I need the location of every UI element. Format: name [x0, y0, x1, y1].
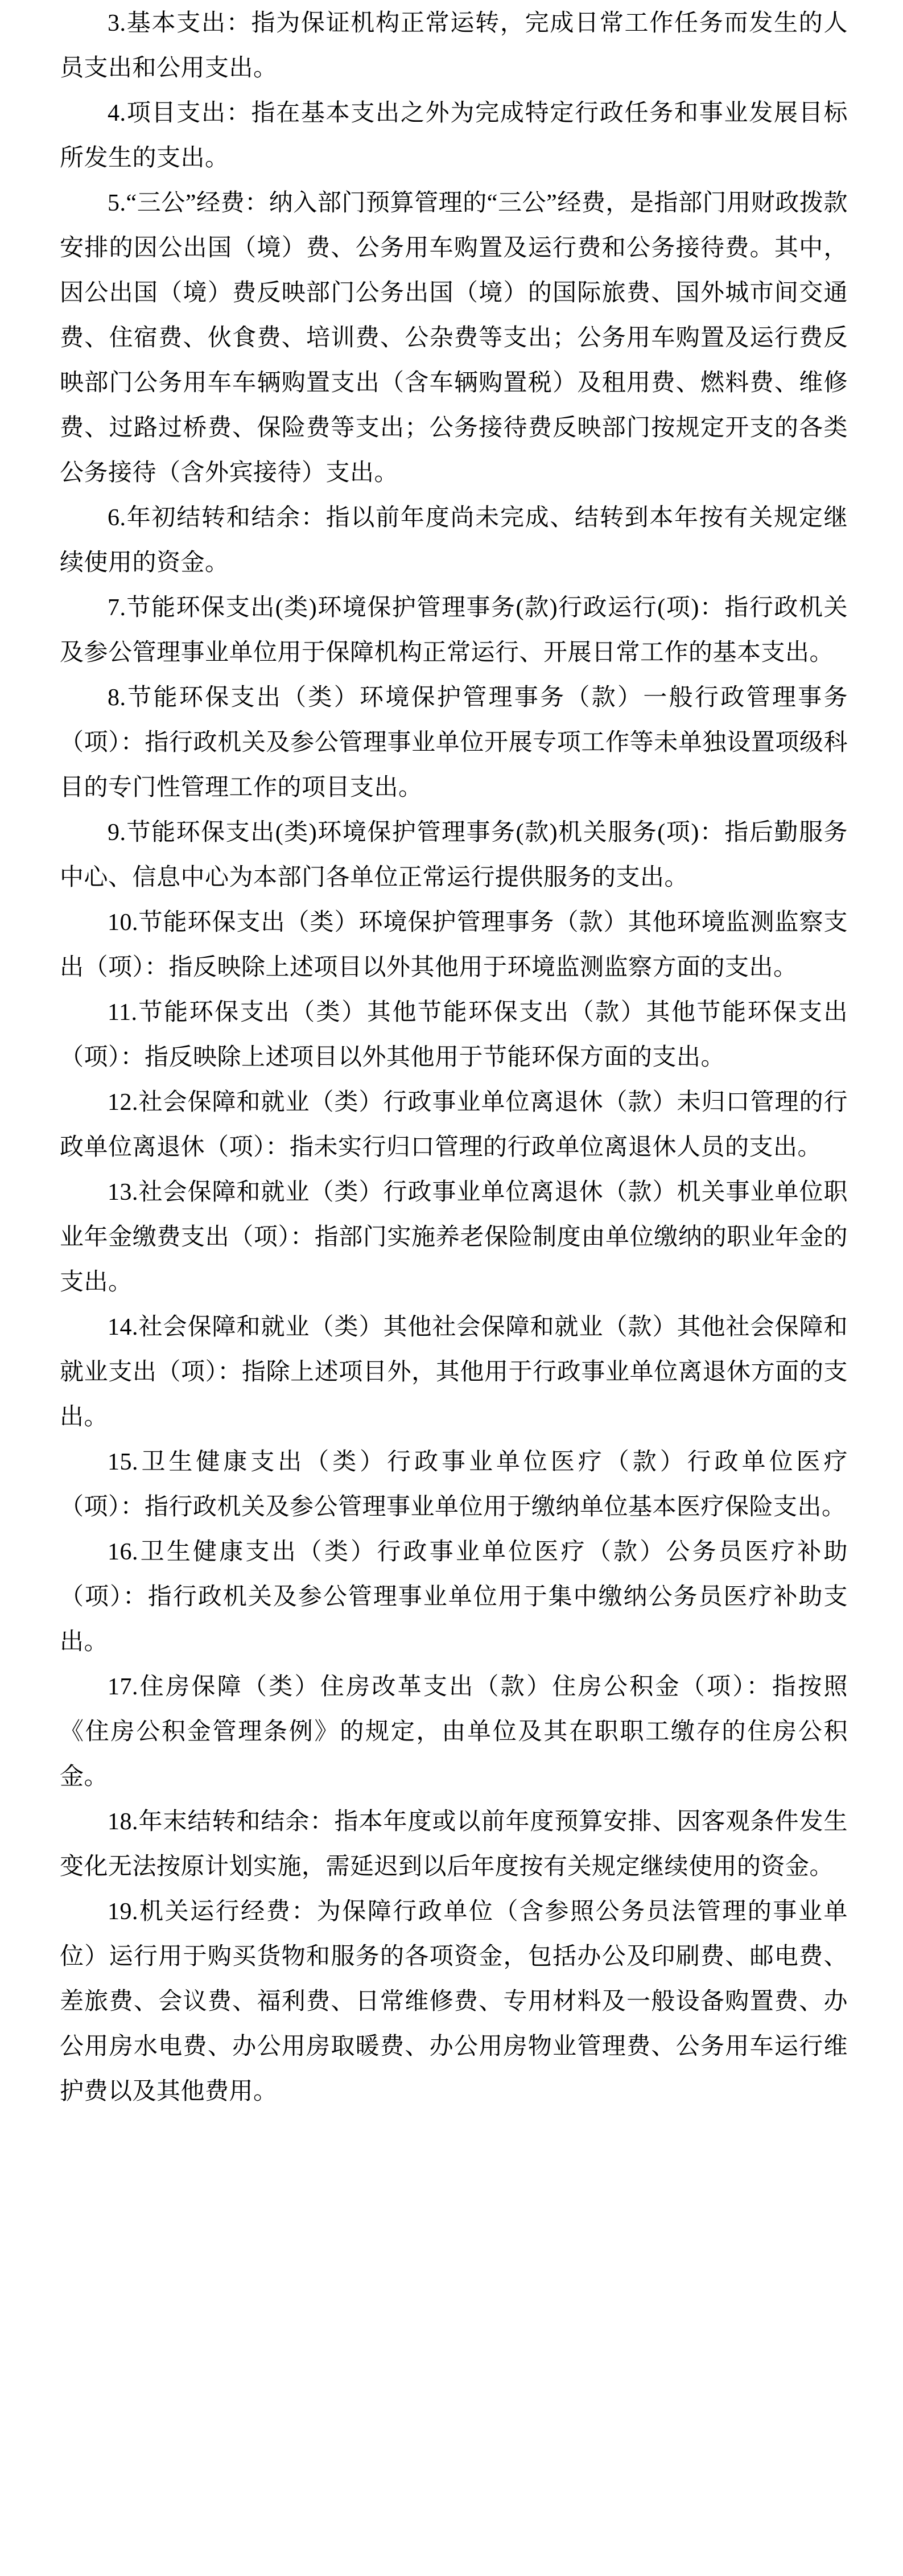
definition-paragraph-env-other-conservation: 11.节能环保支出（类）其他节能环保支出（款）其他节能环保支出（项）：指反映除上述项目以外其他用于节能环保方面的支出。 — [60, 999, 848, 1071]
definition-paragraph-other-social-security: 14.社会保障和就业（类）其他社会保障和就业（款）其他社会保障和就业支出（项）：指除上述项目外，其他用于行政事业单位离退休方面的支出。 — [60, 1314, 848, 1430]
definition-paragraph-agency-operating-funds: 19.机关运行经费：为保障行政单位（含参照公务员法管理的事业单位）运行用于购买货物和服务的各项资金，包括办公及印刷费、邮电费、差旅费、会议费、福利费、日常维修费、专用材料及一般设备购置费、办公用房水电费、办公用房取暖费、办公用房物业管理费、公务用车运行维护费以及其他费用。 — [60, 1899, 848, 2105]
definition-paragraph-env-admin-operation: 7.节能环保支出(类)环境保护管理事务(款)行政运行(项)：指行政机关及参公管理事业单位用于保障机构正常运行、开展日常工作的基本支出。 — [60, 595, 848, 666]
definition-paragraph-carryover-start-of-year: 6.年初结转和结余：指以前年度尚未完成、结转到本年按有关规定继续使用的资金。 — [60, 505, 848, 576]
definition-paragraph-admin-unit-medical: 15.卫生健康支出（类）行政事业单位医疗（款）行政单位医疗（项）：指行政机关及参公管理事业单位用于缴纳单位基本医疗保险支出。 — [60, 1449, 848, 1520]
definition-paragraph-env-general-admin: 8.节能环保支出（类）环境保护管理事务（款）一般行政管理事务（项）：指行政机关及参公管理事业单位开展专项工作等未单独设置项级科目的专门性管理工作的项目支出。 — [60, 685, 848, 801]
definition-paragraph-project-expenditure: 4.项目支出：指在基本支出之外为完成特定行政任务和事业发展目标所发生的支出。 — [60, 100, 848, 171]
definition-paragraph-civil-servant-medical: 16.卫生健康支出（类）行政事业单位医疗（款）公务员医疗补助（项）：指行政机关及参公管理事业单位用于集中缴纳公务员医疗补助支出。 — [60, 1539, 848, 1655]
definition-paragraph-env-agency-service: 9.节能环保支出(类)环境保护管理事务(款)机关服务(项)：指后勤服务中心、信息中心为本部门各单位正常运行提供服务的支出。 — [60, 820, 848, 891]
definition-paragraph-occupational-annuity: 13.社会保障和就业（类）行政事业单位离退休（款）机关事业单位职业年金缴费支出（项）：指部门实施养老保险制度由单位缴纳的职业年金的支出。 — [60, 1179, 848, 1295]
definition-paragraph-social-security-retiree: 12.社会保障和就业（类）行政事业单位离退休（款）未归口管理的行政单位离退休（项）：指未实行归口管理的行政单位离退休人员的支出。 — [60, 1089, 848, 1161]
definition-paragraph-basic-expenditure: 3.基本支出：指为保证机构正常运转，完成日常工作任务而发生的人员支出和公用支出。 — [60, 10, 848, 81]
definition-paragraph-carryover-end-of-year: 18.年末结转和结余：指本年度或以前年度预算安排、因客观条件发生变化无法按原计划实施，需延迟到以后年度按有关规定继续使用的资金。 — [60, 1809, 848, 1880]
definitions-section — [60, 1, 848, 2114]
definition-paragraph-env-other-monitoring: 10.节能环保支出（类）环境保护管理事务（款）其他环境监测监察支出（项）：指反映除上述项目以外其他用于环境监测监察方面的支出。 — [60, 910, 848, 981]
definition-paragraph-three-public-funds: 5.“三公”经费：纳入部门预算管理的“三公”经费，是指部门用财政拨款安排的因公出国（境）费、公务用车购置及运行费和公务接待费。其中，因公出国（境）费反映部门公务出国（境）的国际旅费、国外城市间交通费、住宿费、伙食费、培训费、公杂费等支出；公务用车购置及运行费反映部门公务用车车辆购置支出（含车辆购置税）及租用费、燃料费、维修费、过路过桥费、保险费等支出；公务接待费反映部门按规定开支的各类公务接待（含外宾接待）支出。 — [60, 190, 848, 486]
definition-paragraph-housing-fund: 17.住房保障（类）住房改革支出（款）住房公积金（项）：指按照《住房公积金管理条例》的规定，由单位及其在职职工缴存的住房公积金。 — [60, 1674, 848, 1790]
